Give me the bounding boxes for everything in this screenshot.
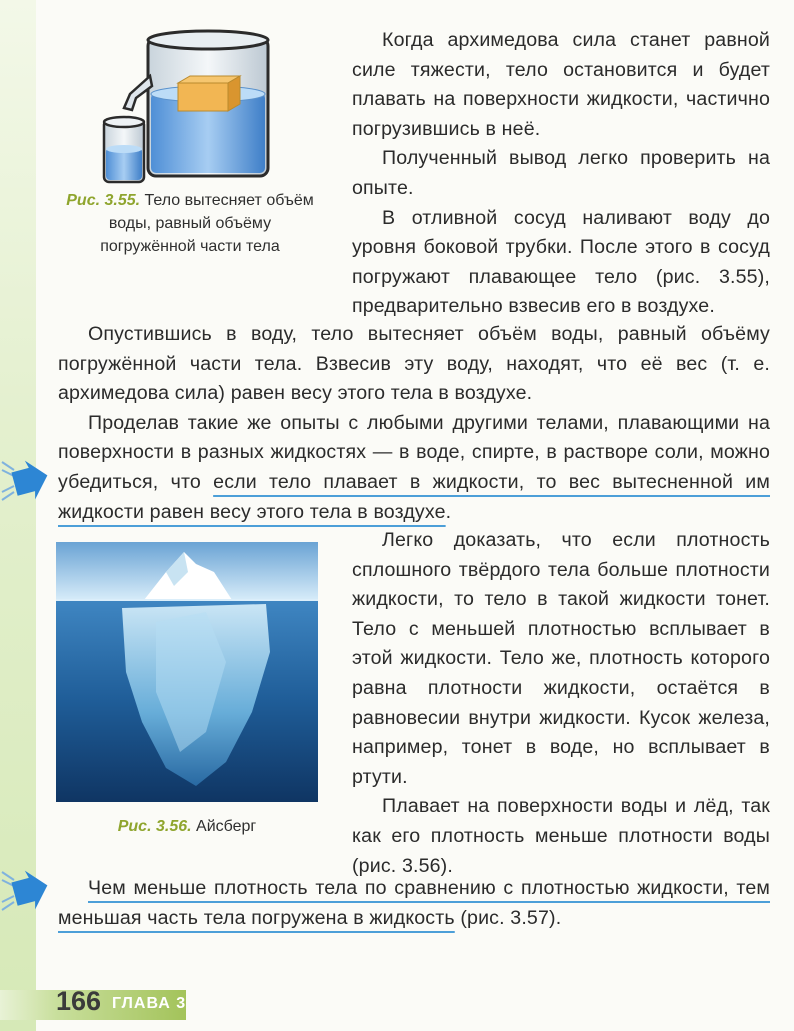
- figure-caption-3-55: [62, 189, 318, 258]
- text-block-right-bottom: [352, 526, 770, 881]
- text-block-final: [58, 874, 770, 933]
- text-block-full: [58, 320, 770, 527]
- text-block-right-top: [352, 26, 770, 322]
- rule-highlight: Чем меньше плотность тела по сравнению с плотностью жидкости, тем меньшая часть тела погружена в жидкость: [58, 877, 770, 929]
- figure-caption-3-56: [56, 815, 318, 838]
- paragraph: Плавает на поверхности воды и лёд, так как его плотность меньше плотности воды (рис. 3.56).: [352, 795, 770, 877]
- paragraph: Когда архимедова сила станет равной силе тяжести, тело остановится и будет плавать на поверхности жидкости, частично погрузившись в неё.: [352, 29, 770, 140]
- paragraph: Полученный вывод легко проверить на опыте.: [352, 147, 770, 199]
- paragraph: В отливной сосуд наливают воду до уровня боковой трубки. После этого в сосуд погружают плавающее тело (рис. 3.55), предварительно взвесив его в воздухе.: [352, 206, 770, 318]
- blue-arrow-icon: [0, 862, 52, 918]
- page-number: 166: [56, 986, 102, 1016]
- paragraph-rule: Чем меньше плотность тела по сравнению с плотностью жидкости, тем меньшая часть тела погружена в жидкость (рис. 3.57).: [58, 877, 770, 929]
- chapter-label: ГЛАВА 3: [112, 995, 187, 1012]
- figure-label: Рис. 3.55.: [66, 192, 141, 209]
- blue-arrow-icon: [0, 452, 52, 508]
- rule-highlight: если тело плавает в жидкости, то вес вытесненной им жидкости равен весу этого тела в воздухе: [58, 470, 770, 523]
- paragraph: Опустившись в воду, тело вытесняет объём воды, равный объёму погружённой части тела. Взвесив эту воду, находят, что её вес (т. е. архимедова сила) равен весу этого тела в воздухе.: [58, 323, 770, 405]
- paragraph: Легко доказать, что если плотность сплошного твёрдого тела больше плотности жидкости, то тело в такой жидкости тонет. Тело с меньшей плотностью всплывает в этой жидкости. Тело же, плотность которого равна плотности жидкости, остаётся в равновесии внутри жидкости. Кусок железа, например, тонет в воде, но всплывает в ртути.: [352, 529, 770, 788]
- overflow-vessel-illustration: [100, 28, 280, 188]
- figure-caption-text: Айсберг: [196, 818, 257, 835]
- rule-lead-text: Проделав такие же опыты с любыми другими телами, плавающими на поверхности в разных жидкостях — в воде, спирте, в растворе соли, можно убедиться, что: [58, 411, 770, 493]
- figure-label: Рис. 3.56.: [117, 818, 192, 835]
- paragraph-rule: Проделав такие же опыты с любыми другими телами, плавающими на поверхности в разных жидкостях — в воде, спирте, в растворе соли, можно убедиться, что если тело плавает в жидкости, то вес вытесненной им жидкости равен весу этого тела в воздухе.: [58, 411, 770, 523]
- iceberg-photo: [56, 542, 318, 802]
- figure-caption-text: Тело вытесняет объём воды, равный объёму погружённой части тела: [100, 192, 314, 255]
